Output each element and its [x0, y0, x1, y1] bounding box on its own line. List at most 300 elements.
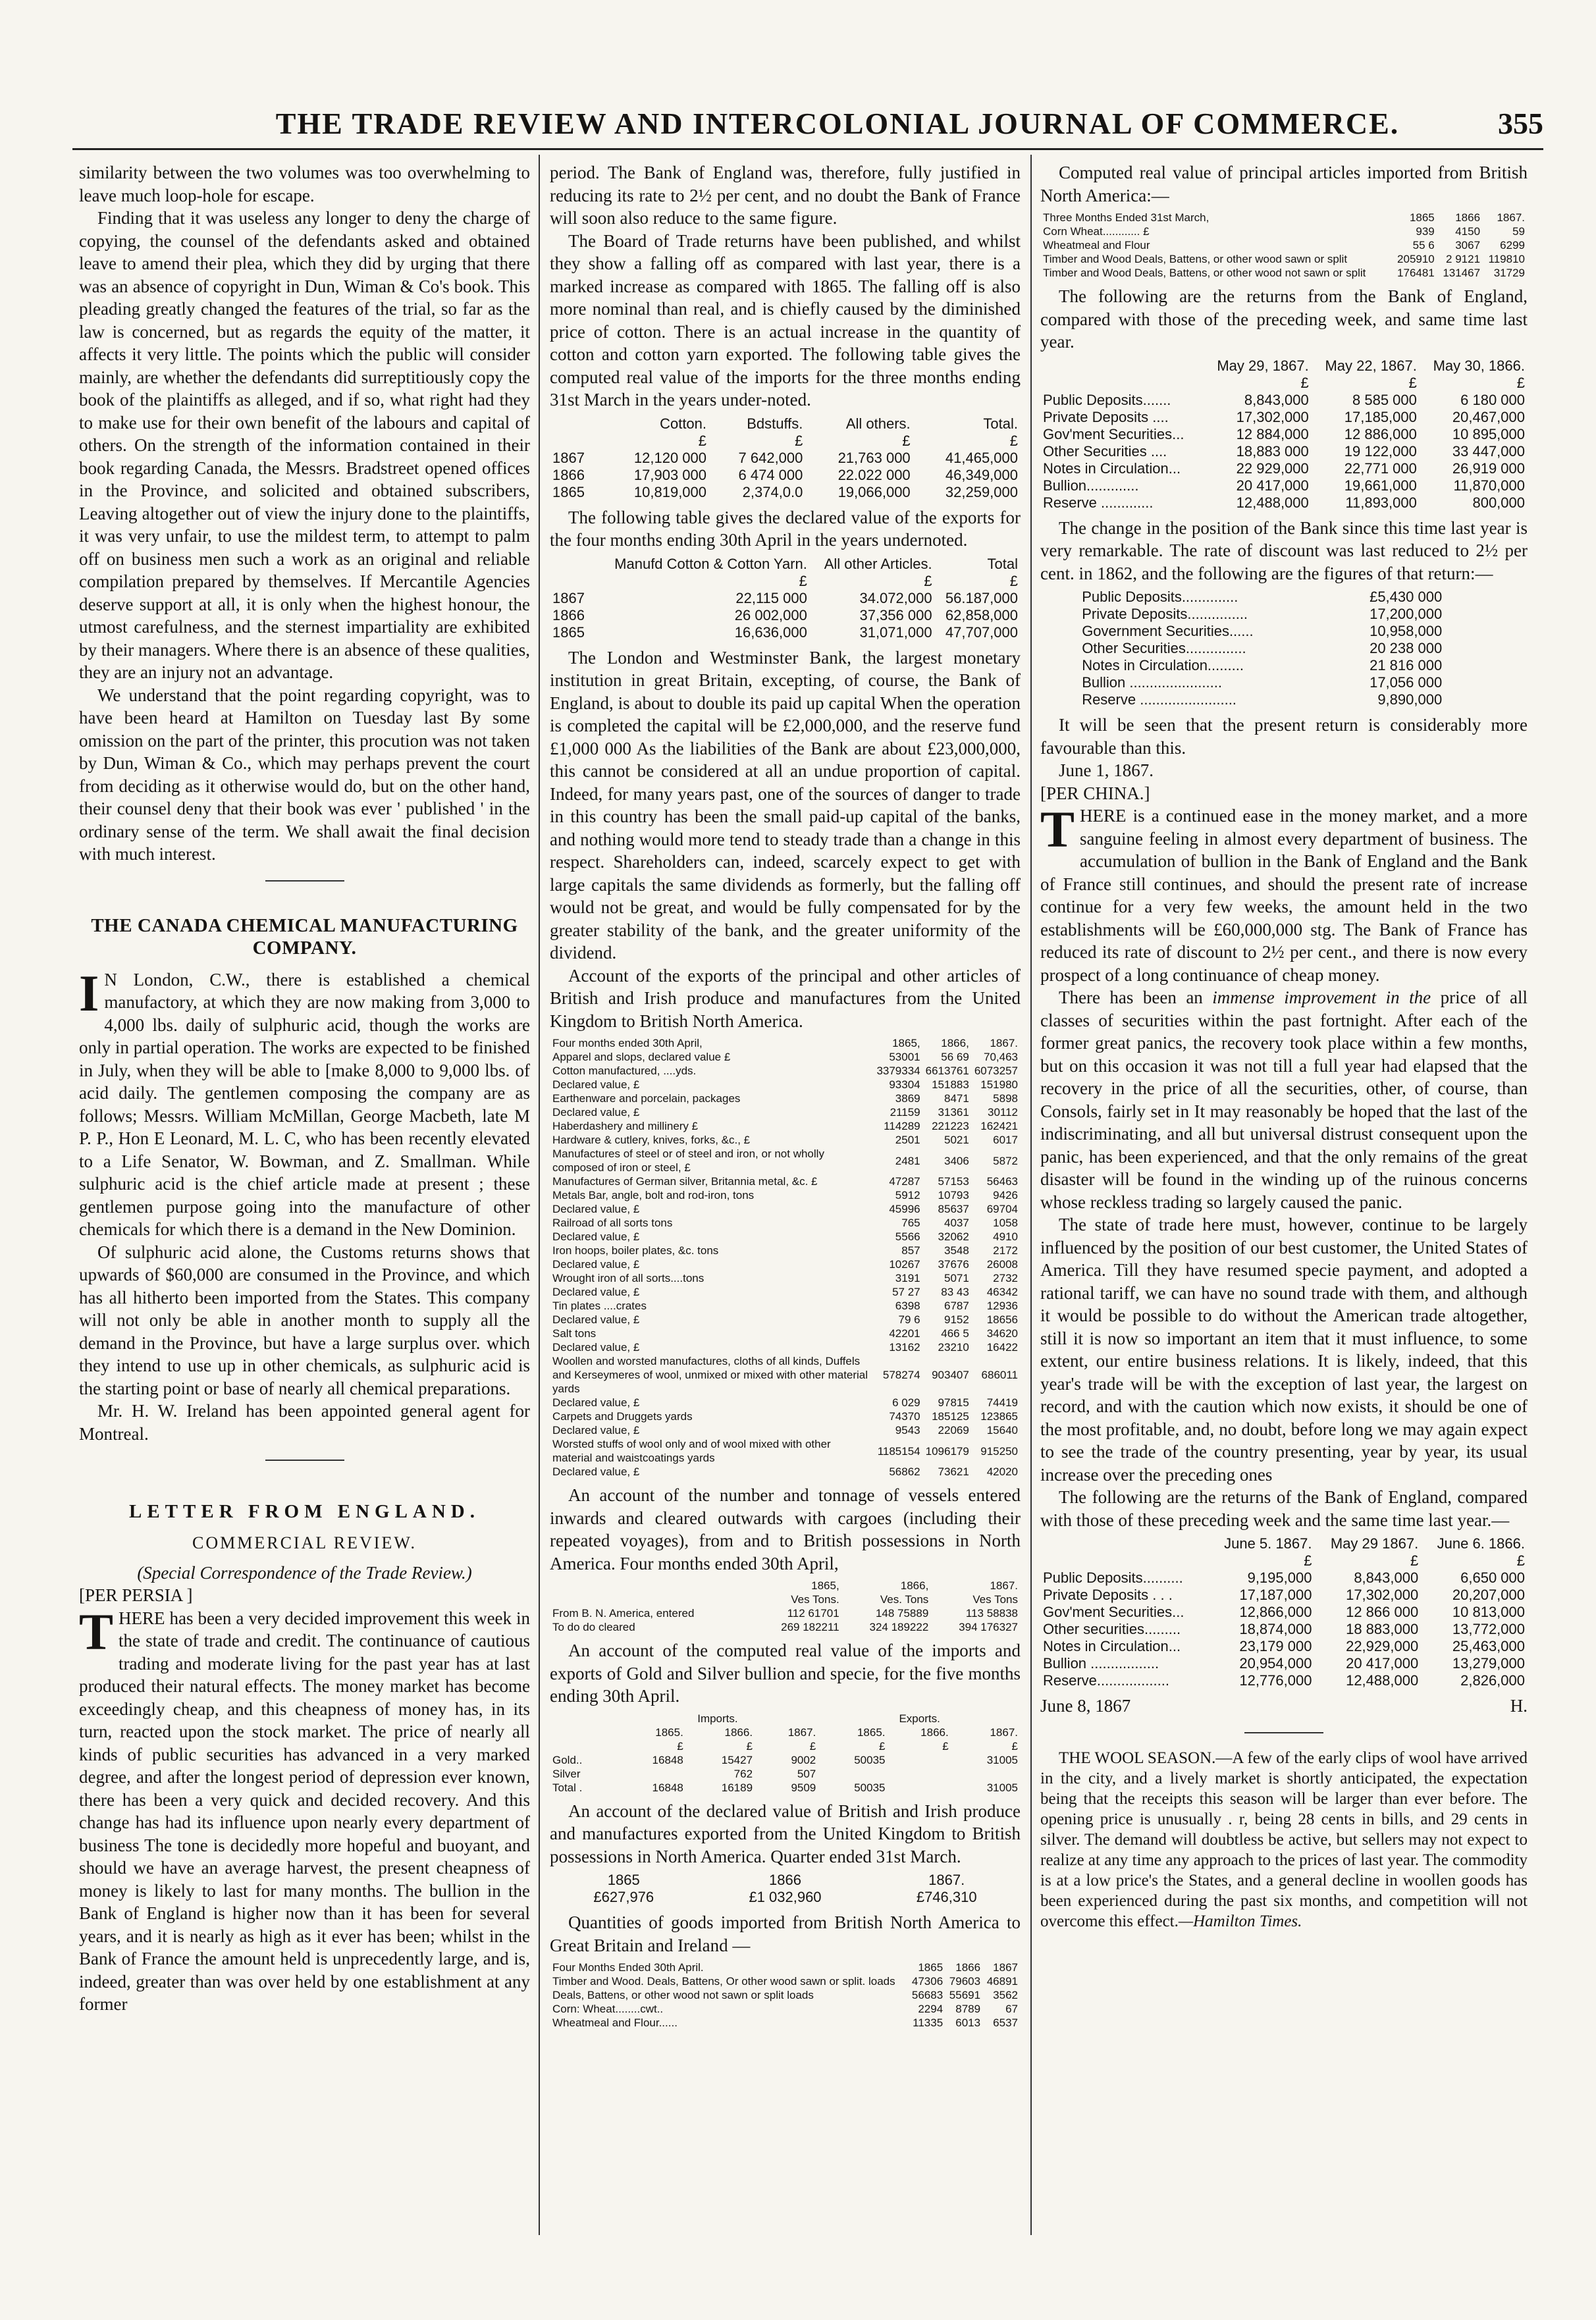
table-row: [550, 1285, 1021, 1299]
cell-value: 23210: [938, 1341, 969, 1354]
cell-value: 46342: [986, 1286, 1018, 1298]
table-row: [1040, 1587, 1528, 1604]
paragraph: Of sulphuric acid alone, the Customs returns shows that upwards of $60,000 are consumed in the Province, and which has all hitherto been imported from the States. This company will not only be able in another month to supply all the demand in the Province, but have a large surplus over. which they intend to use up in other chemicals, as sulphuric acid is the starting point or base of nearly all chemical preparations.: [79, 1242, 530, 1398]
table-row: [1040, 1655, 1528, 1672]
vessels-table: 1865, 1866, 1867. Ves Tons. Ves. Tons Ves Tons From B. N. America, entered 112 61701 148 75889 113 58838 To do do cleared 269 182211 324 189222 394 176327: [550, 1579, 1021, 1634]
row-label: Other Securities...............: [1082, 640, 1246, 656]
table-row: [1040, 494, 1528, 512]
row-label: Declared value, £: [552, 1465, 640, 1478]
table-row: [550, 1230, 1021, 1244]
row-label: Notes in Circulation.........: [1082, 657, 1244, 673]
table-row: Corn: Wheat........cwt.. 2294 8789 67: [552, 2003, 1018, 2015]
quantities-imported-table: Four Months Ended 30th April. 1865 1866 1867 Timber and Wood. Deals, Battens, Or other wood sawn or split. loads 47306 79603 46891 Deals, Battens, or other wood not sawn or split loads 56683 55691 3562 Corn: Wheat........cwt.. 2294 8789 67 Wheatmeal and Flour...... 11335 6013 6537: [550, 1961, 1021, 2030]
cell-value: 123865: [980, 1410, 1018, 1423]
cell-value: 800,000: [1472, 494, 1525, 511]
signature: H.: [1510, 1696, 1528, 1716]
cell-value: 2501: [895, 1134, 920, 1146]
cell-value: 25,463,000: [1452, 1638, 1525, 1654]
row-label: Gov'ment Securities...: [1043, 1604, 1184, 1620]
cell-value: 162421: [980, 1120, 1018, 1132]
cell-value: 6613761: [925, 1065, 969, 1077]
row-label: Public Deposits.......: [1043, 391, 1171, 408]
article-heading: THE CANADA CHEMICAL MANUFACTURING COMPANY.: [91, 914, 518, 959]
table-row: [550, 1105, 1021, 1119]
cell-value: 9543: [895, 1424, 920, 1437]
news-item-title: THE WOOL SEASON.: [1059, 1749, 1216, 1767]
row-label: Declared value, £: [552, 1258, 640, 1271]
paragraph: Mr. H. W. Ireland has been appointed general agent for Montreal.: [79, 1401, 530, 1444]
table-row: [1040, 1638, 1528, 1655]
paragraph: The Board of Trade returns have been published, and whilst they show a falling off as compared with last year, there is a marked increase as compared with 1865. The falling off is also more nominal than real, and is chiefly caused by the diminished price of cotton. There is an actual increase in the quantity of cotton and cotton yarn exported. The following table gives the computed real value of the imports for the three months ending 31st March in the years under-noted.: [550, 230, 1021, 409]
paragraph: The following are the returns of the Bank of England, compared with those of these preceding week and the same time last year.—: [1040, 1487, 1528, 1530]
cell-value: 10267: [889, 1258, 920, 1271]
row-label: Tin plates ....crates: [552, 1300, 647, 1312]
table-row: [550, 1410, 1021, 1423]
cell-value: 26,919 000: [1452, 460, 1525, 477]
cell-value: 5912: [895, 1189, 920, 1201]
table-row: [550, 1313, 1021, 1327]
table-row: [550, 1257, 1021, 1271]
cell-value: 20 417,000: [1236, 477, 1309, 494]
table-row: [550, 1078, 1021, 1092]
cell-value: 9,890,000: [1377, 691, 1443, 708]
table-row: [550, 1147, 1021, 1174]
bank-returns-1862-table: [1079, 589, 1445, 708]
cell-value: 17,056 000: [1370, 674, 1443, 691]
table-row: [550, 1174, 1021, 1188]
table-row: [550, 1188, 1021, 1202]
row-label: Declared value, £: [552, 1396, 640, 1409]
cell-value: 21 816 000: [1370, 657, 1443, 673]
drop-cap: I: [79, 964, 99, 1022]
dateline: [PER CHINA.]: [1040, 783, 1150, 803]
row-label: Declared value, £: [552, 1106, 640, 1119]
cell-value: 8,843,000: [1244, 391, 1309, 408]
cell-value: 74419: [986, 1396, 1018, 1409]
column-1: [79, 161, 530, 2235]
cell-value: 53001: [889, 1051, 920, 1063]
cell-value: 69704: [986, 1203, 1018, 1215]
paragraph: It will be seen that the present return is considerably more favourable than this.: [1040, 715, 1528, 758]
bank-returns-june-rows: [1040, 1569, 1528, 1689]
page-number: 355: [1498, 107, 1543, 140]
table-row: [550, 1396, 1021, 1410]
paragraph: similarity between the two volumes was too overwhelming to leave much loop-hole for escape.: [79, 163, 530, 205]
cell-value: 9152: [944, 1313, 969, 1326]
paragraph: Account of the exports of the principal and other articles of British and Irish produce and manufactures from the United Kingdom to British North America.: [550, 965, 1021, 1031]
cell-value: 2481: [895, 1154, 920, 1167]
table-row: [1040, 409, 1528, 426]
table-row: [550, 1299, 1021, 1313]
row-label: Worsted stuffs of wool only and of wool mixed with other material and waistcoatings yards: [552, 1438, 831, 1464]
row-label: Declared value, £: [552, 1424, 640, 1437]
table-row: [1040, 1621, 1528, 1638]
cell-value: 6787: [944, 1300, 969, 1312]
cell-value: 19 122,000: [1344, 442, 1417, 460]
cell-value: 17,302,000: [1236, 408, 1309, 425]
table-row: [550, 1216, 1021, 1230]
cell-value: 903407: [932, 1369, 969, 1381]
table-row: From B. N. America, entered 112 61701 148 75889 113 58838: [552, 1607, 1018, 1620]
exports-value-table: Manufd Cotton & Cotton Yarn. All other Articles. Total £ £ £ 1867 22,115 000 34.072,000 56.187,000 1866 26 002,000 37,356 000 62,858,000 1865 16,636,000 31,071,000 47,707,000: [550, 556, 1021, 641]
row-label: Private Deposits...............: [1082, 606, 1248, 622]
drop-cap: T: [1040, 801, 1075, 858]
cell-value: 16422: [986, 1341, 1018, 1354]
paragraph: The London and Westminster Bank, the largest monetary institution in great Britain, excepting, of course, the Bank of England, is about to double its paid up capital When the operation is completed the capital will be £2,000,000, and the reserve fund £1,000 000 As the liabilities of the Bank are about £23,000,000, this cannot be considered at all an undue proportion of capital. Indeed, for many years past, one of the sources of danger to trade in this country has been the small paid-up capital of the banks, and nothing would more tend to steady trade than a change in this respect. Shareholders can, indeed, scarcely expect to get with large capitals the same dividends as formerly, but the falling off would not be great, and would be fully compensated for by the greater stability of the bank, and the greater uniformity of the dividend.: [550, 647, 1021, 962]
cell-value: 9,195,000: [1247, 1569, 1312, 1586]
row-label: Declared value, £: [552, 1286, 640, 1298]
table-row: 1867 22,115 000 34.072,000 56.187,000: [552, 589, 1018, 606]
row-label: Salt tons: [552, 1327, 597, 1340]
cell-value: 47287: [889, 1175, 920, 1188]
cell-value: 6017: [993, 1134, 1018, 1146]
page-header: [72, 102, 1543, 150]
divider: [265, 1460, 344, 1461]
table-row: [1079, 623, 1445, 640]
quarter-exports-table: 1865 1866 1867. £627,976 £1 032,960 £746,310: [550, 1872, 1021, 1906]
row-label: Declared value, £: [552, 1230, 640, 1243]
table-row: [1079, 674, 1445, 691]
table-row: [550, 1064, 1021, 1078]
cell-value: 13,279,000: [1452, 1655, 1525, 1672]
table-row: [550, 1202, 1021, 1216]
cell-value: 17,187,000: [1239, 1587, 1312, 1603]
table-row: Deals, Battens, or other wood not sawn or split loads 56683 55691 3562: [552, 1989, 1018, 2001]
table-row: To do do cleared 269 182211 324 189222 394 176327: [552, 1621, 1018, 1633]
cell-value: 221223: [932, 1120, 969, 1132]
table-row: 1867 12,120 000 7 642,000 21,763 000 41,465,000: [552, 449, 1018, 466]
paragraph: We understand that the point regarding copyright, was to have been heard at Hamilton on Tuesday last By some omission on the part of the printer, this procution was not taken by Dun, Wiman & Co., which may perhaps prevent the court from deciding as it otherwise would do, but on the other hand, their counsel deny that their book was ever ' published ' in the ordinary sense of the term. We shall await the final decision with much interest.: [79, 685, 530, 864]
cell-value: 686011: [981, 1369, 1018, 1381]
cell-value: 22,771 000: [1344, 460, 1417, 477]
cell-value: 4910: [993, 1230, 1018, 1243]
cell-value: 56862: [889, 1465, 920, 1478]
cell-value: 13,772,000: [1452, 1621, 1525, 1637]
cell-value: 31361: [938, 1106, 969, 1119]
row-label: Earthenware and porcelain, packages: [552, 1092, 741, 1105]
row-label: Other securities.........: [1043, 1621, 1181, 1637]
cell-value: 83 43: [941, 1286, 969, 1298]
cell-value: 12,866,000: [1239, 1604, 1312, 1620]
row-label: Notes in Circulation...: [1043, 1638, 1181, 1654]
table-row: [1040, 460, 1528, 477]
table-row: Gold.. 16848 15427 9002 50035 31005: [552, 1753, 1018, 1766]
paragraph: period. The Bank of England was, therefore, fully justified in reducing its rate to 2½ per cent, and no doubt the Bank of France will soon also reduce to the same figure.: [550, 163, 1021, 228]
cell-value: 56463: [986, 1175, 1018, 1188]
table-row: [1040, 477, 1528, 494]
row-label: Wrought iron of all sorts....tons: [552, 1272, 705, 1284]
row-label: Declared value, £: [552, 1203, 640, 1215]
paragraph: The following table gives the declared value of the exports for the four months ending 30th April in the years undernoted.: [550, 507, 1021, 550]
row-label: Private Deposits . . .: [1043, 1587, 1173, 1603]
emphasis: immense improvement in the: [1212, 988, 1431, 1007]
row-label: Railroad of all sorts tons: [552, 1217, 673, 1229]
row-label: Reserve..................: [1043, 1672, 1169, 1689]
table-row: [1079, 691, 1445, 708]
cell-value: 6073257: [974, 1065, 1018, 1077]
signature-line: [1040, 1695, 1528, 1718]
cell-value: 22,929,000: [1346, 1638, 1419, 1654]
table-row: Timber and Wood. Deals, Battens, Or other wood sawn or split. loads 47306 79603 46891: [552, 1975, 1018, 1988]
table-row: Silver 762 507: [552, 1767, 816, 1780]
cell-value: 57 27: [892, 1286, 920, 1298]
dateline: June 1, 1867.: [1059, 760, 1154, 780]
cell-value: 10 813,000: [1452, 1604, 1525, 1620]
bank-returns-table: May 29, 1867. May 22, 1867. May 30, 1866. £ £ £ Public Deposits....... 8,843,000 8 585 000 6 180 000 Private Deposits .... 17,302,000 17,185,000 20,467,000 Gov'ment Securities... 12 884,000 12 886,000 10 895,000 Other Securities .... 18,883 000 19 122,000 33 447,000 Notes in Circulation... 22 929,000 22,771 000 26,919 000 Bullion............. 20 417,000 19,661,000 11,870,000 Reserve ............. 12,488,000 11,893,000 800,000: [1040, 357, 1528, 512]
cell-value: 151980: [980, 1078, 1018, 1091]
table-row: 1866 26 002,000 37,356 000 62,858,000: [552, 606, 1018, 623]
paragraph: An account of the number and tonnage of vessels entered inwards and cleared outwards with cargoes (including their repeated voyages), from and to British possessions in North America. Four months ended 30th April,: [550, 1485, 1021, 1573]
row-label: Haberdashery and millinery £: [552, 1120, 699, 1132]
cell-value: £5,430 000: [1370, 589, 1443, 605]
row-label: Declared value, £: [552, 1078, 640, 1091]
row-label: Declared value, £: [552, 1341, 640, 1354]
table-row: Wheatmeal and Flour 55 6 3067 6299: [1043, 239, 1525, 251]
cell-value: 18 883,000: [1346, 1621, 1419, 1637]
article-heading: LETTER FROM ENGLAND.: [128, 1501, 480, 1522]
table-row: [550, 1133, 1021, 1147]
cell-value: 8,843,000: [1354, 1569, 1419, 1586]
row-label: Hardware & cutlery, knives, forks, &c., £: [552, 1134, 751, 1146]
cell-value: 97815: [938, 1396, 969, 1409]
table-row: [550, 1244, 1021, 1257]
cell-value: 42020: [986, 1465, 1018, 1478]
cell-value: 13162: [889, 1341, 920, 1354]
cell-value: 18,874,000: [1239, 1621, 1312, 1637]
bna-imports-table: Three Months Ended 31st March, 1865 1866 1867. Corn Wheat............ £ 939 4150 59 Wheatmeal and Flour 55 6 3067 6299 Timber and Wood Deals, Battens, or other wood sawn or split 205910 2 9121 119810 Timber and Wood Deals, Battens, or other wood not sawn or split 176481 131467 31729: [1040, 211, 1528, 280]
paragraph: An account of the declared value of British and Irish produce and manufactures exported from the United Kingdom to British possessions in North America. Quarter ended 31st March.: [550, 1801, 1021, 1866]
row-label: Manufactures of steel or of steel and iron, or not wholly composed of iron or steel, £: [552, 1147, 824, 1174]
cell-value: 3379334: [876, 1065, 920, 1077]
cell-value: 2732: [993, 1272, 1018, 1284]
paragraph-text: N London, C.W., there is established a chemical manufactory, at which they are now making from 3,000 to 4,000 lbs. daily of sulphuric acid, though the works are only in partial operation. The works are expected to be finished in July, when they will be able to [make 8,000 to 9,000 lbs. of acid daily. The gentlemen composing the company are as follows; Messrs. William McMillan, George Macbeth, late M P. P., Hon E Leonard, M. L. C, who has been recently elevated to a Life Senator, W. Bowman, and Z. Smallman. While sulphuric acid is the chief article made at present ; these gentlemen purpose going into the manufacture of other chemicals for which there is a demand in the New Dominion.: [79, 969, 530, 1239]
bullion-table: Imports. Exports. 1865. 1866. 1867. 1865. 1866. 1867. £ £ £ £ £ £ Gold.. 16848 15427 9002 50035 31005 Silver 762 507 Total . 16848 16189 9509 50035 31005: [550, 1712, 1021, 1795]
row-label: Government Securities......: [1082, 623, 1254, 639]
cell-value: 37676: [938, 1258, 969, 1271]
cell-value: 18656: [986, 1313, 1018, 1326]
cell-value: 3191: [895, 1272, 920, 1284]
paragraph: Computed real value of principal articles imported from British North America:—: [1040, 163, 1528, 205]
table-row: [550, 1050, 1021, 1064]
cell-value: 93304: [889, 1078, 920, 1091]
table-row: [550, 1437, 1021, 1465]
row-label: Private Deposits ....: [1043, 408, 1169, 425]
row-label: Declared value, £: [552, 1313, 640, 1326]
paragraph: [79, 1602, 530, 2016]
row-label: Notes in Circulation...: [1043, 460, 1181, 477]
cell-value: 466 5: [941, 1327, 969, 1340]
cell-value: 1058: [993, 1217, 1018, 1229]
cell-value: 857: [901, 1244, 920, 1257]
table-row: [1079, 606, 1445, 623]
cell-value: 12 866 000: [1346, 1604, 1419, 1620]
paragraph: [79, 964, 530, 1241]
dateline: [PER PERSIA ]: [79, 1585, 193, 1605]
table-row: [550, 1465, 1021, 1479]
cell-value: 73621: [938, 1465, 969, 1478]
cell-value: 20,207,000: [1452, 1587, 1525, 1603]
paragraph: An account of the computed real value of the imports and exports of Gold and Silver bullion and specie, for the five months ending 30th April.: [550, 1641, 1021, 1706]
cell-value: 79 6: [898, 1313, 920, 1326]
table-row: Corn Wheat............ £ 939 4150 59: [1043, 225, 1525, 238]
table-row: [1040, 426, 1528, 443]
table-row: [550, 1271, 1021, 1285]
table-row: [1040, 392, 1528, 409]
row-label: Bullion.............: [1043, 477, 1139, 494]
byline: (Special Correspondence of the Trade Review.): [137, 1562, 472, 1583]
table-row: Timber and Wood Deals, Battens, or other wood sawn or split 205910 2 9121 119810: [1043, 253, 1525, 265]
table-row: [1040, 1604, 1528, 1621]
cell-value: 578274: [882, 1369, 920, 1381]
row-label: Apparel and slops, declared value £: [552, 1051, 731, 1063]
cell-value: 5872: [993, 1154, 1018, 1167]
cell-value: 114289: [884, 1120, 920, 1132]
row-label: Reserve .............: [1043, 494, 1154, 511]
cell-value: 56 69: [941, 1051, 969, 1063]
exports-detail-table: Four months ended 30th April, 1865, 1866, 1867. Apparel and slops, declared value £ 53001 56 69 70,463 Cotton manufactured, ....yds. 3379334 6613761 6073257 Declared value, £ 93304 151883 151980 Earthenware and porcelain, packages 3869 8471 5898 Declared value, £ 21159 31361 30112 Haberdashery and millinery £ 114289 221223 162421 Hardware & cutlery, knives, forks, &c., £ 2501 5021 6017 Manufactures of steel or of steel and iron, or not wholly composed of iron or steel, £ 2481 3406 5872 Manufactures of German silver, Britannia metal, &c. £ 47287 57153 56463 Metals Bar, angle, bolt and rod-iron, tons 5912 10793 9426 Declared value, £ 45996 85637 69704 Railroad of all sorts tons 765 4037 1058 Declared value, £ 5566 32062 4910 Iron hoops, boiler plates, &c. tons 857 3548 2172 Declared value, £ 10267 37676 26008 Wrought iron of all sorts....tons 3191 5071 2732 Declared value, £ 57 27 83 43 46342 Tin plates ....crates 6398 6787 12936 Declared value, £ 79 6 9152 18656 Salt tons 42201 466 5 34620 Declared value, £ 13162 23210 16422 Woollen and worsted manufactures, cloths of all kinds, Duffels and Kerseymeres of wool, unmixed or mixed with other material yards 578274 903407 686011 Declared value, £ 6 029 97815 74419 Carpets and Druggets yards 74370 185125 123865 Declared value, £ 9543 22069 15640 Worsted stuffs of wool only and of wool mixed with other material and waistcoatings yards 1185154 1096179 915250 Declared value, £ 56862 73621 42020: [550, 1036, 1021, 1479]
cell-value: 185125: [932, 1410, 969, 1423]
table-row: [550, 1119, 1021, 1133]
cell-value: 1185154: [877, 1444, 920, 1458]
row-label: Metals Bar, angle, bolt and rod-iron, tons: [552, 1189, 755, 1201]
table-row: [550, 1340, 1021, 1354]
divider: [265, 880, 344, 882]
cell-value: 6 029: [892, 1396, 920, 1409]
paragraph: The state of trade here must, however, continue to be largely influenced by the position of our best customer, the United States of America. Till they have resumed specie payment, and adopted a rational tariff, we can have no sound trade with them, and although it would be possible to do without the American trade altogether, still it is now so important an item that it must influence, to some extent, our entire business relations. It is likely, indeed, that this year's trade will be with the exception of last year, the largest on record, and with the caution which now exists, it should be one of the most profitable, and, no doubt, before long we may again expect to see the trade of the country presenting, year by year, its usual increase over the preceding ones: [1040, 1215, 1528, 1485]
paragraph: The following are the returns from the Bank of England, compared with those of the preceding week, and same time last year.: [1040, 286, 1528, 352]
table-row: £627,976 £1 032,960 £746,310: [593, 1889, 977, 1905]
table-row: [550, 1354, 1021, 1396]
table-row: Total . 16848 16189 9509 50035 31005: [552, 1781, 1018, 1794]
cell-value: 1096179: [925, 1444, 969, 1458]
cell-value: 21159: [890, 1106, 920, 1119]
news-item-text: —A few of the early clips of wool have arrived in the city, and a lively market is shortly anticipated, the expectation being that the receipts this season will be larger than ever before. The opening price is unusually . r, being 28 cents in bills, and 29 cents in silver. The demand will doubtless be active, but sellers may not expect to realize at any time any approach to the prices of last year. The commodity is at a low price's the States, and a general decline in woollen goods has been experienced during the past six months, and competition will not overcome this effect.: [1040, 1749, 1528, 1930]
table-row: 1865 10,819,000 2,374,0.0 19,066,000 32,259,000: [552, 483, 1018, 500]
cell-value: 20 238 000: [1370, 640, 1443, 656]
cell-value: 6398: [895, 1300, 920, 1312]
row-label: Iron hoops, boiler plates, &c. tons: [552, 1244, 719, 1257]
cell-value: 15640: [986, 1424, 1018, 1437]
cell-value: 4037: [944, 1217, 969, 1229]
row-label: Reserve ........................: [1082, 691, 1237, 708]
exports-detail-rows: [550, 1050, 1021, 1479]
row-label: Manufactures of German silver, Britannia metal, &c. £: [552, 1175, 818, 1188]
cell-value: 17,185,000: [1344, 408, 1417, 425]
cell-value: 5566: [895, 1230, 920, 1243]
news-item-source: —Hamilton Times.: [1178, 1912, 1302, 1930]
cell-value: 5071: [944, 1272, 969, 1284]
row-label: Gov'ment Securities...: [1043, 425, 1184, 442]
column-3: [1040, 161, 1528, 2235]
cell-value: 33 447,000: [1452, 442, 1525, 460]
cell-value: 10793: [938, 1189, 969, 1201]
column-rule: [539, 155, 540, 2235]
cell-value: 22 929,000: [1236, 460, 1309, 477]
cell-value: 20 417,000: [1346, 1655, 1419, 1672]
cell-value: 34620: [986, 1327, 1018, 1340]
cell-value: 11,893,000: [1345, 494, 1417, 511]
cell-value: 12 884,000: [1236, 425, 1309, 442]
cell-value: 23,179 000: [1239, 1638, 1312, 1654]
cell-value: 85637: [938, 1203, 969, 1215]
cell-value: 3548: [944, 1244, 969, 1257]
paragraph-text: HERE has been a very decided improvement this week in the state of trade and credit. The continuance of cautious trading and moderate living for the past year has at last produced their natural effects. The money market has become exceedingly cheap, and this cheapness of money has, in its turn, reacted upon the stock market. The price of nearly all kinds of public securities has advanced in a very marked degree, and after the longest period of depression ever known, there has been a very quick and decided recovery. And this change has had its influence upon nearly every department of business The tone is decidedly more hopeful and buoyant, and should we have an average harvest, the present cheapness of money is likely to last for many months. The bullion in the Bank of England is higher now than it has been for several years, and it is nearly as high as it ever has been; whilst in the Bank of France the amount held is unprecedently large, and is, indeed, greater than was over held by one establishment at any former: [79, 1608, 530, 2014]
bank-returns-rows: [1040, 392, 1528, 512]
cell-value: 42201: [889, 1327, 920, 1340]
column-rule: [1030, 155, 1032, 2235]
cell-value: 765: [901, 1217, 920, 1229]
cell-value: 30112: [987, 1106, 1018, 1119]
cell-value: 9426: [993, 1189, 1018, 1201]
cell-value: 12 886,000: [1344, 425, 1417, 442]
cell-value: 18,883 000: [1236, 442, 1309, 460]
cell-value: 3406: [944, 1154, 969, 1167]
cell-value: 22069: [938, 1424, 969, 1437]
news-item: [1040, 1748, 1528, 1932]
paragraph: [1040, 801, 1528, 986]
paragraph-text: HERE is a continued ease in the money market, and a more sanguine feeling in almost every department of business. The accumulation of bullion in the Bank of England and the Bank of France still continues, and should the present rate of increase continue for a very few weeks, the amount held in the two establishments will be £60,000,000 stg. The Bank of France has reduced its rate of discount to 2½ per cent., and there is now every prospect of a long continuance of cheap money.: [1040, 806, 1528, 985]
table-row: [1040, 443, 1528, 460]
row-label: Public Deposits..........: [1043, 1569, 1183, 1586]
cell-value: 6,650 000: [1460, 1569, 1525, 1586]
cell-value: 2172: [993, 1244, 1018, 1257]
row-label: Woollen and worsted manufactures, cloths of all kinds, Duffels and Kerseymeres of wool, unmixed or mixed with other material yards: [552, 1355, 868, 1395]
table-row: 1865 16,636,000 31,071,000 47,707,000: [552, 623, 1018, 641]
cell-value: 74370: [889, 1410, 920, 1423]
row-label: Cotton manufactured, ....yds.: [552, 1065, 697, 1077]
cell-value: 6 180 000: [1460, 391, 1525, 408]
imports-value-table: Cotton. Bdstuffs. All others. Total. £ £ £ £ 1867 12,120 000 7 642,000 21,763 000 41,465,000 1866 17,903 000 6 474 000 22.022 000 46,349,000 1865 10,819,000 2,374,0.0 19,066,000 32,259,000: [550, 415, 1021, 501]
table-row: Wheatmeal and Flour...... 11335 6013 6537: [552, 2017, 1018, 2029]
row-label: Bullion .......................: [1082, 674, 1222, 691]
bank-returns-1862-rows: [1079, 589, 1445, 708]
table-row: [1079, 657, 1445, 674]
cell-value: 12,488,000: [1236, 494, 1309, 511]
column-2: [550, 161, 1021, 2235]
row-label: Bullion .................: [1043, 1655, 1159, 1672]
table-row: [1040, 1672, 1528, 1689]
cell-value: 19,661,000: [1344, 477, 1417, 494]
cell-value: 70,463: [984, 1051, 1018, 1063]
cell-value: 8471: [944, 1092, 969, 1105]
row-label: Carpets and Druggets yards: [552, 1410, 693, 1423]
table-row: [1079, 640, 1445, 657]
cell-value: 12,776,000: [1239, 1672, 1312, 1689]
cell-value: 12,488,000: [1346, 1672, 1419, 1689]
drop-cap: T: [79, 1602, 114, 1660]
cell-value: 20,467,000: [1452, 408, 1525, 425]
row-label: Other Securities ....: [1043, 442, 1167, 460]
article-subheading: COMMERCIAL REVIEW.: [192, 1533, 417, 1552]
cell-value: 8 585 000: [1352, 391, 1417, 408]
cell-value: 151883: [932, 1078, 969, 1091]
paragraph: There has been an immense improvement in the price of all classes of securities within the past fortnight. After each of the former great panics, the recovery took place within a few months, but on this occasion it was not till a full year had elapsed that the recovery in the price of all the securities, other, of course, than Consols, fairly set in It may reasonably be hoped that the last of the indiscriminating, and all but universal distrust consequent upon the panic, has been experienced, and that the only remains of the great disaster will be found in the winding up of the ruinous concerns whose reckless trading so largely caused the panic.: [1040, 988, 1528, 1212]
dateline: June 8, 1867: [1040, 1696, 1131, 1716]
bank-returns-june-table: June 5. 1867. May 29 1867. June 6. 1866. £ £ £ Public Deposits.......... 9,195,000 8,843,000 6,650 000 Private Deposits . . . 17,187,000 17,302,000 20,207,000 Gov'ment Securities... 12,866,000 12 866 000 10 813,000 Other securities......... 18,874,000 18 883,000 13,772,000 Notes in Circulation... 23,179 000 22,929,000 25,463,000 Bullion ................. 20,954,000 20 417,000 13,279,000 Reserve.................. 12,776,000 12,488,000 2,826,000: [1040, 1535, 1528, 1689]
table-row: [550, 1327, 1021, 1340]
table-row: [550, 1423, 1021, 1437]
cell-value: 32062: [938, 1230, 969, 1243]
table-row: 1866 17,903 000 6 474 000 22.022 000 46,349,000: [552, 466, 1018, 483]
cell-value: 17,302,000: [1346, 1587, 1419, 1603]
table-row: [1079, 589, 1445, 606]
table-row: [550, 1092, 1021, 1105]
cell-value: 17,200,000: [1370, 606, 1443, 622]
cell-value: 11,870,000: [1453, 477, 1525, 494]
cell-value: 5898: [993, 1092, 1018, 1105]
cell-value: 57153: [938, 1175, 969, 1188]
cell-value: 12936: [986, 1300, 1018, 1312]
